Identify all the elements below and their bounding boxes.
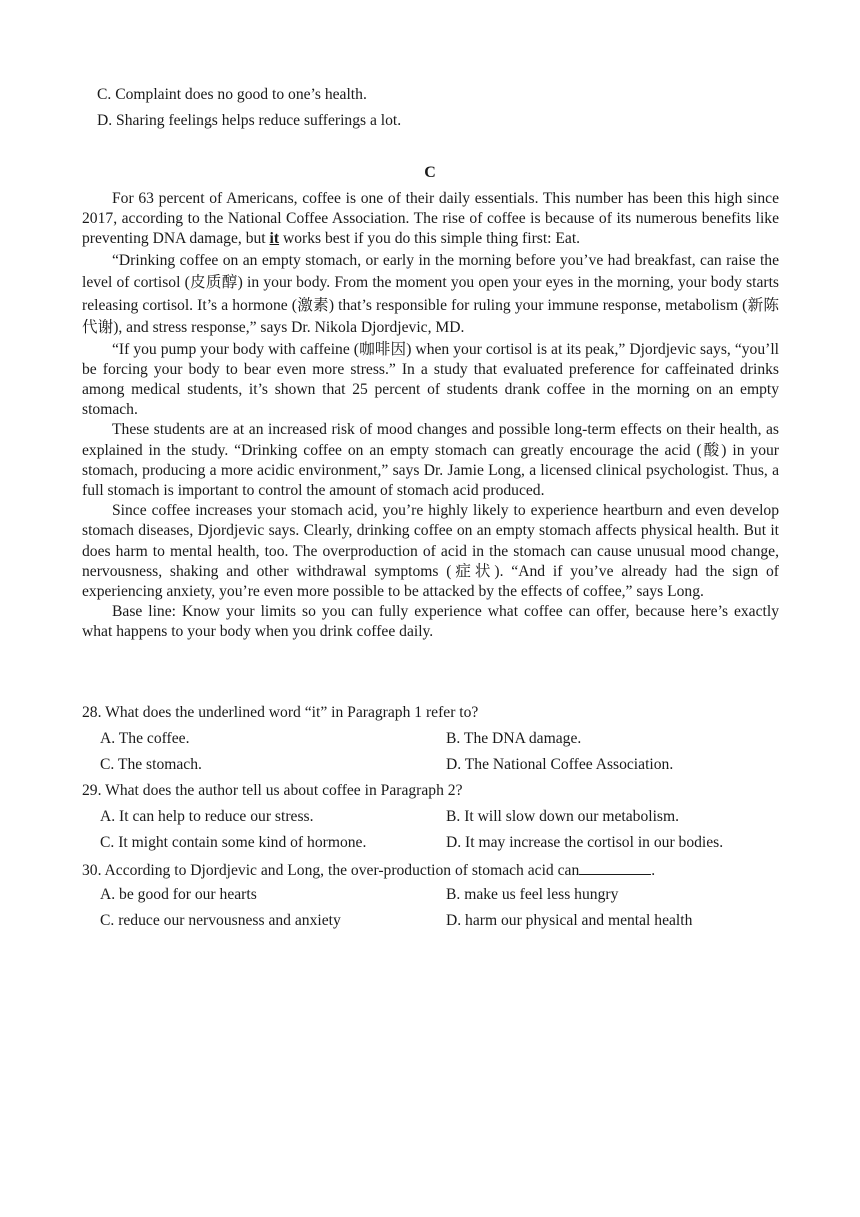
section-label: C	[424, 164, 436, 181]
previous-option-c: C. Complaint does no good to one’s health.	[97, 86, 367, 103]
question-28-option-a: A. The coffee.	[100, 730, 190, 747]
question-30-stem: 30. According to Djordjevic and Long, the over-production of stomach acid can	[82, 862, 580, 879]
paragraph-4: These students are at an increased risk of mood changes and possible long-term effects on their health, as explained in the study. “Drinking coffee on an empty stomach can greatly encourage the acid (酸) in your stomach, producing a more acidic environment,” says Dr. Jamie Long, a licensed clinical psychologist. Thus, a full stomach is important to control the amount of stomach acid produced.	[82, 421, 779, 500]
question-29-option-a: A. It can help to reduce our stress.	[100, 808, 314, 825]
question-30-option-d: D. harm our physical and mental health	[446, 912, 693, 929]
question-29-option-c: C. It might contain some kind of hormone.	[100, 834, 367, 851]
paragraph-1-text-a: For 63 percent of Americans, coffee is one of their daily essentials. This number has been this high since 2017, according to the National Coffee Association. The rise of coffee is because of its numerous benefits like preventing DNA damage, but	[82, 190, 779, 248]
paragraph-1-text-b: works best if you do this simple thing first: Eat.	[279, 230, 581, 248]
question-30-option-a: A. be good for our hearts	[100, 886, 257, 903]
paragraph-5: Since coffee increases your stomach acid, you’re highly likely to experience heartburn and even develop stomach diseases, Djordjevic says. Clearly, drinking coffee on an empty stomach affects physical health. But it does harm to mental health, too. The overproduction of acid in the stomach can cause unusual mood change, nervousness, shaking and other withdrawal symptoms (症状). “And if you’ve already had the sign of experiencing anxiety, you’re even more possible to be attacked by the effects of coffee,” says Long.	[82, 502, 779, 601]
question-30-option-b: B. make us feel less hungry	[446, 886, 619, 903]
underlined-word-it: it	[269, 230, 280, 248]
paragraph-2: “Drinking coffee on an empty stomach, or early in the morning before you’ve had breakfast, can raise the level of cortisol (皮质醇) in your body. From the moment you open your eyes in the morning, your body starts releasing cortisol. It’s a hormone (激素) that’s responsible for ruling your immune response, metabolism (新陈代谢), and stress response,” says Dr. Nikola Djordjevic, MD.	[82, 251, 779, 337]
question-29-option-b: B. It will slow down our metabolism.	[446, 808, 680, 825]
reading-passage	[82, 189, 779, 643]
paragraph-1	[82, 189, 779, 250]
question-28-option-c: C. The stomach.	[100, 756, 202, 773]
question-30-stem-end: .	[651, 862, 656, 879]
paragraph-3: “If you pump your body with caffeine (咖啡因) when your cortisol is at its peak,” Djordjevic says, “you’ll be forcing your body to bear even more stress.” In a study that evaluated preference for caffeinated drinks among medical students, it’s shown that 25 percent of students drank coffee in the morning on an empty stomach.	[82, 340, 779, 419]
previous-option-d: D. Sharing feelings helps reduce sufferings a lot.	[97, 112, 402, 129]
answer-blank	[579, 860, 651, 875]
question-29-option-d: D. It may increase the cortisol in our bodies.	[446, 834, 724, 851]
question-28-option-b: B. The DNA damage.	[446, 730, 582, 747]
paragraph-6: Base line: Know your limits so you can fully experience what coffee can offer, because here’s exactly what happens to your body when you drink coffee daily.	[82, 603, 779, 641]
question-30-stem-line	[82, 860, 655, 880]
question-29-stem: 29. What does the author tell us about coffee in Paragraph 2?	[82, 782, 463, 799]
question-30-option-c: C. reduce our nervousness and anxiety	[100, 912, 341, 929]
question-28-stem: 28. What does the underlined word “it” in Paragraph 1 refer to?	[82, 704, 479, 721]
question-28-option-d: D. The National Coffee Association.	[446, 756, 674, 773]
